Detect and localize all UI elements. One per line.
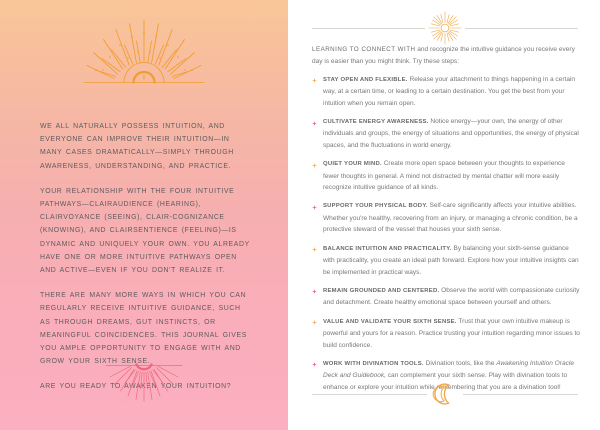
rule-right — [463, 394, 578, 395]
starburst-sun-icon — [425, 8, 465, 48]
list-item — [312, 74, 582, 110]
rule-left — [312, 394, 427, 395]
sparkle-icon — [312, 245, 317, 250]
bullet-body-italic: Awakening Intuition Oracle Deck and Guidebook, — [323, 359, 574, 380]
right-page-body — [312, 44, 582, 393]
ornament-top — [312, 8, 578, 48]
bullet-title: SUPPORT YOUR PHYSICAL BODY. — [323, 203, 428, 210]
sparkle-icon — [312, 287, 317, 292]
bullet-body: Observe the world with compassionate curiosity and detachment. Create healthy emotional space between yourself and others. — [323, 286, 580, 307]
sparkle-icon — [312, 119, 317, 124]
left-page — [0, 0, 288, 430]
list-item — [312, 285, 582, 309]
list-item — [312, 116, 582, 152]
bullet-body-post: can complement your sixth sense. Play with divination tools to enhance or explore your intuition while remembering that you are a divination tool! — [323, 372, 568, 391]
bullet-body: Self-care significantly affects your intuitive abilities. Whether you're healthy, recovering from an injury, or managing a chronic condition, be a protective steward of the vessel that houses your sixth sense. — [323, 202, 578, 234]
sparkle-icon — [312, 360, 317, 365]
bullet-title: BALANCE INTUITION AND PRACTICALITY. — [323, 245, 452, 252]
bullet-body: By balancing your sixth-sense guidance with practicality, you create an ideal path forward. Explore how your intuitive insights can be implemented in practical ways. — [323, 244, 579, 276]
bullet-title: VALUE AND VALIDATE YOUR SIXTH SENSE. — [323, 318, 457, 325]
sparkle-icon — [312, 318, 317, 323]
bullet-body: Notice energy—your own, the energy of other individuals and groups, the energy of situations and opportunities, the energy of physical spaces, and the fluctuations in world energy. — [323, 117, 579, 150]
intro-paragraph — [312, 44, 582, 67]
bullet-title: WORK WITH DIVINATION TOOLS. — [323, 360, 424, 367]
intro-lead: LEARNING TO CONNECT WITH — [312, 46, 416, 53]
sunrise-rays-icon — [78, 14, 210, 90]
bullet-body: Release your attachment to things happening in a certain way, at a certain time, or leading to a certain destination. You get the best from your intuition when you remain open. — [323, 75, 576, 107]
left-paragraph-4: ARE YOU READY TO AWAKEN YOUR INTUITION? — [40, 383, 232, 391]
bullet-body: Create more open space between your thoughts to experience fewer thoughts in general. A mind not distracted by mental chatter will more easily recognize intuitive guidance of all kinds. — [323, 160, 565, 192]
bullet-body: Trust that your own intuitive makeup is powerful and yours for a reason. Practice trusting your intuition regarding minor issues to build confidence. — [323, 317, 580, 349]
bullet-body-pre: Divination tools, like the — [423, 359, 497, 367]
list-item — [312, 316, 582, 352]
sparkle-icon — [312, 161, 317, 166]
rule-right — [465, 28, 578, 29]
crescent-moon-rays-icon — [92, 346, 196, 404]
rule-left — [312, 28, 425, 29]
ornament-bottom — [312, 380, 578, 408]
sparkle-icon — [312, 76, 317, 81]
left-paragraph-1: WE ALL NATURALLY POSSESS INTUITION, AND EVERYONE CAN IMPROVE THEIR INTUITION—IN MANY CASES DRAMATICALLY—SIMPLY THROUGH AWARENESS, UNDERSTANDING, AND PRACTICE. — [40, 123, 234, 170]
list-item — [312, 243, 582, 279]
list-item — [312, 158, 582, 194]
bullet-title: QUIET YOUR MIND. — [323, 161, 382, 168]
bullet-title: REMAIN GROUNDED AND CENTERED. — [323, 287, 440, 294]
intro-rest: and recognize the intuitive guidance you receive every day is easier than you might think. Try these steps: — [312, 46, 575, 65]
bullet-title: STAY OPEN AND FLEXIBLE. — [323, 76, 408, 83]
left-paragraph-3: THERE ARE MANY MORE WAYS IN WHICH YOU CAN REGULARLY RECEIVE INTUITIVE GUIDANCE, SUCH AS THROUGH DREAMS, GUT INSTINCTS, OR MEANINGFUL COINCIDENCES. THIS JOURNAL GIVES YOU AMPLE OPPORTUNITY TO ENGAGE WITH AND GROW YOUR SIXTH SENSE. — [40, 292, 247, 366]
bullet-title: CULTIVATE ENERGY AWARENESS. — [323, 118, 429, 125]
list-item — [312, 200, 582, 236]
right-page — [288, 0, 600, 430]
sparkle-icon — [312, 203, 317, 208]
left-paragraph-2: YOUR RELATIONSHIP WITH THE FOUR INTUITIVE PATHWAYS—CLAIRAUDIENCE (HEARING), CLAIRVOYANCE (SEEING), CLAIR-COGNIZANCE (KNOWING), AND CLAIRSENTIENCE (FEELING)—IS DYNAMIC AND UNIQUELY YOUR OWN. YOU ALREADY HAVE ONE OR MORE INTUITIVE PATHWAYS OPEN AND ACTIVE—EVEN IF YOU DON'T REALIZE IT. — [40, 187, 250, 275]
crescent-moon-icon — [427, 380, 463, 408]
